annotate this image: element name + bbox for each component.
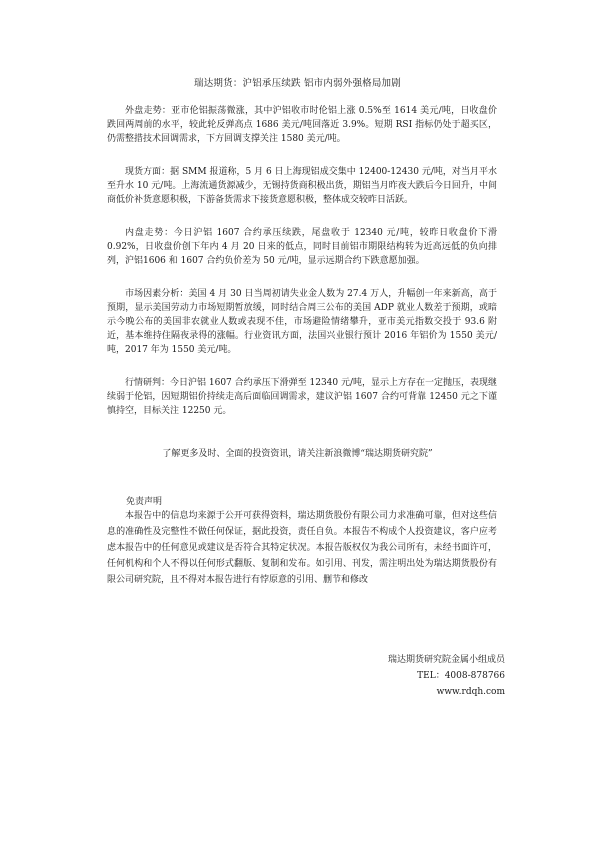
- disclaimer-title: 免责声明: [126, 497, 163, 507]
- paragraph-market-factors: 市场因素分析：美国 4 月 30 日当周初请失业金人数为 27.4 万人，升幅创一年来新高，高于预期，显示美国劳动力市场短期暂放缓，同时结合周三公布的美国 ADP 就业人数差于预期，或暗示今晚公布的美国非农就业人数或表现不佳，市场避险情绪攀升，亚市美元指数交投于 93.6 附近，基本维持住隔夜录得的涨幅。行业资讯方面，法国兴业银行预计 2016 年铝价为 1550 美元/吨，2017 年为 1550 美元/吨。: [107, 289, 497, 355]
- signature-org: 瑞达期货研究院金属小组成员: [387, 655, 505, 665]
- signature-web: www.rdqh.com: [436, 687, 505, 697]
- signature-block: [388, 652, 505, 700]
- paragraph-domestic-market: 内盘走势：今日沪铝 1607 合约承压续跌，尾盘收于 12340 元/吨，较昨日收盘价下滑 0.92%，日收盘价创下年内 4 月 20 日来的低点，同时目前铝市期限结构转为近高远低的负向排列，沪铝1606 和 1607 合约负价差为 50 元/吨，显示远期合约下跌意愿加强。: [107, 228, 497, 266]
- weibo-notice: 了解更多及时、全面的投资资讯，请关注新浪微博“瑞达期货研究院”: [162, 449, 433, 459]
- paragraph-spot-market: 现货方面：据 SMM 报道称，5 月 6 日上海现铝成交集中 12400-12430 元/吨，对当月平水至升水 10 元/吨。上海流通货源减少，无锡持货商积极出货，期铝当月昨夜大跌后今日回升，中间商低价补货意愿积极，下游备货需求下接货意愿积极，整体成交较昨日活跃。: [107, 167, 497, 205]
- document-title: 瑞达期货：沪铝承压续跌 铝市内弱外强格局加剧: [194, 78, 401, 89]
- paragraph-outlook: 行情研判：今日沪铝 1607 合约承压下滑弹至 12340 元/吨，显示上方存在一定抛压，表现继续弱于伦铝，因短期铝价持续走高后面临回调需求，建议沪铝 1607 合约可背靠 12450 元之下谨慎持空，目标关注 12250 元。: [107, 378, 498, 416]
- disclaimer-body: 本报告中的信息均来源于公开可获得资料，瑞达期货股份有限公司力求准确可靠，但对这些信息的准确性及完整性不做任何保证，据此投资，责任自负。本报告不构成个人投资建议，客户应考虑本报告中的任何意见或建议是否符合其特定状况。本报告版权仅为我公司所有，未经书面许可，任何机构和个人不得以任何形式翻版、复制和发布。如引用、刊发，需注明出处为瑞达期货股份有限公司研究院，且不得对本报告进行有悖原意的引用、删节和修改: [107, 511, 497, 585]
- signature-tel: TEL：4008-878766: [417, 671, 505, 681]
- paragraph-outer-market: 外盘走势：亚市伦铝振荡微涨，其中沪铝收市时伦铝上涨 0.5%至 1614 美元/吨，日收盘价跌回两周前的水平，较此轮反弹高点 1686 美元/吨回落近 3.9%。短期 RSI 指标仍处于超买区，仍需整措技术回调需求，下方回调支撑关注 1580 美元/吨。: [107, 106, 497, 144]
